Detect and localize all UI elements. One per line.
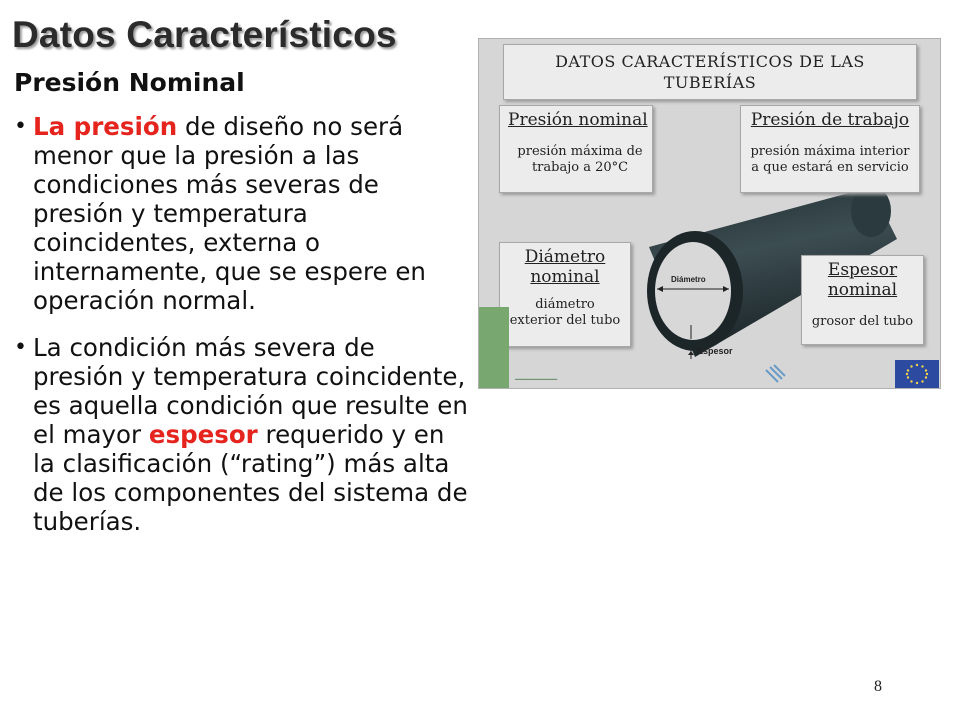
eu-flag-icon: [895, 360, 939, 388]
bullet-icon: •: [14, 114, 27, 139]
figure-header-line1: DATOS CARACTERÍSTICOS DE LAS: [555, 52, 865, 71]
presion-trabajo-title: Presión de trabajo: [750, 110, 910, 130]
espesor-label: Espesor: [697, 346, 733, 356]
page-number: 8: [874, 678, 882, 695]
footer-logo-text-icon: ━━━━━━━━━━━━━━: [515, 377, 558, 383]
espesor-nominal-title2: nominal: [827, 280, 898, 300]
diametro-nominal-desc2: exterior del tubo: [509, 313, 621, 328]
pipe-characteristics-figure: [478, 38, 941, 389]
bullet-text-2-before: La condición más severa de presión y temperatura coincidente, es aquella condición que resulte en el mayor: [33, 333, 468, 449]
diametro-nominal-desc1: diámetro: [535, 297, 595, 312]
slide-title: Datos Característicos: [12, 14, 397, 55]
highlight-espesor: espesor: [148, 420, 258, 449]
diametro-nominal-box: [499, 242, 631, 347]
bullet-list: [14, 112, 472, 554]
diametro-nominal-title2: nominal: [530, 267, 600, 287]
presion-nominal-desc2: trabajo a 20°C: [531, 160, 629, 175]
bullet-item-1: [14, 112, 472, 315]
highlight-la-presion: La presión: [33, 112, 178, 141]
diametro-nominal-desc: [500, 297, 630, 329]
presion-nominal-title: Presión nominal: [508, 110, 648, 130]
presion-nominal-desc: [508, 144, 652, 176]
diametro-label: Diámetro: [671, 275, 706, 284]
bullet-item-2: [14, 333, 472, 536]
bullet-icon: •: [14, 335, 27, 360]
diametro-nominal-title: [500, 247, 630, 287]
figure-header-line2: TUBERÍAS: [663, 73, 757, 92]
bullet-text-2-after: requerido y en la clasificación (“rating”) más alta de los componentes del sistema de tuberías.: [33, 420, 468, 536]
presion-nominal-box: [499, 105, 653, 193]
figure-header: [503, 44, 917, 100]
espesor-nominal-title: [802, 260, 923, 300]
institution-mark-icon: [764, 364, 786, 386]
junta-logo-icon: [479, 307, 509, 389]
espesor-nominal-desc: grosor del tubo: [811, 314, 914, 329]
espesor-nominal-box: [801, 255, 924, 345]
presion-trabajo-desc1: presión máxima interior: [750, 144, 910, 159]
section-subtitle: Presión Nominal: [14, 68, 245, 97]
pipe-end-inner: [655, 242, 731, 340]
bullet-text-1: de diseño no será menor que la presión a las condiciones más severas de presión y temperatura coincidentes, externa o internamente, que se espere en operación normal.: [33, 112, 426, 315]
presion-trabajo-desc: [741, 144, 919, 176]
presion-trabajo-desc2: a que estará en servicio: [751, 160, 909, 175]
presion-nominal-desc1: presión máxima de: [517, 144, 643, 159]
diametro-nominal-title1: Diámetro: [524, 247, 606, 267]
presion-trabajo-box: [740, 105, 920, 193]
espesor-nominal-title1: Espesor: [827, 260, 898, 280]
